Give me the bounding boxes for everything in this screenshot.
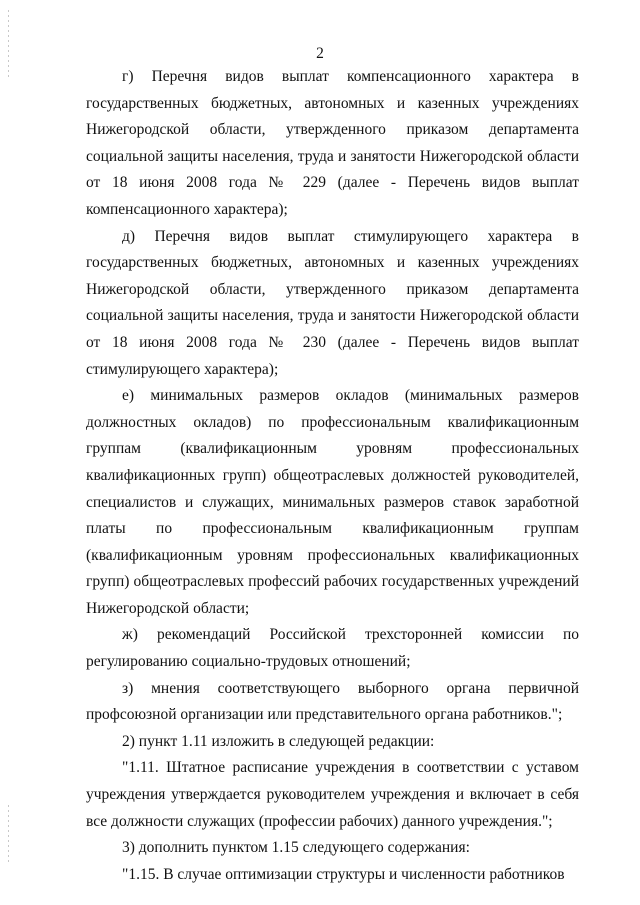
paragraph-point-2: 2) пункт 1.11 изложить в следующей редакции:: [122, 732, 435, 750]
page-number: 2: [316, 45, 324, 62]
scan-edge-mark-bottom: [8, 805, 9, 865]
paragraph-item-z: з) мнения соответствующего выборного органа первичной профсоюзной организации или представительного органа работников.";: [86, 679, 579, 724]
paragraph-item-g: г) Перечня видов выплат компенсационного характера в государственных бюджетных, автономных и казенных учреждениях Нижегородской области, утвержденного приказом департамента социальной защиты населения, труда и занятости Нижегородской области от 18 июня 2008 года № 229 (далее - Перечень видов выплат компенсационного характера);: [86, 68, 579, 218]
paragraph-clause-1-15: "1.15. В случае оптимизации структуры и численности работников: [122, 865, 565, 883]
paragraph-item-e: е) минимальных размеров окладов (минимальных размеров должностных окладов) по профессиональным квалификационным группам (квалификационным уровням профессиональных квалификационных групп) общеотраслевых должностей руководителей, специалистов и служащих, минимальных размеров ставок заработной платы по профессиональным квалификационным группам (квалификационным уровням профессиональных квалификационных групп) общеотраслевых профессий рабочих государственных учреждений Нижегородской области;: [86, 387, 579, 617]
paragraph-point-3: 3) дополнить пунктом 1.15 следующего содержания:: [122, 839, 470, 857]
paragraph-clause-1-11: "1.11. Штатное расписание учреждения в соответствии с уставом учреждения утверждается руководителем учреждения и включает в себя все должности служащих (профессии рабочих) данного учреждения.";: [86, 759, 579, 830]
paragraph-item-zh: ж) рекомендаций Российской трехсторонней комиссии по регулированию социально-трудовых отношений;: [86, 626, 579, 671]
paragraph-item-d: д) Перечня видов выплат стимулирующего характера в государственных бюджетных, автономных и казенных учреждениях Нижегородской области, утвержденного приказом департамента социальной защиты населения, труда и занятости Нижегородской области от 18 июня 2008 года № 230 (далее - Перечень видов выплат стимулирующего характера);: [86, 227, 579, 378]
document-body: [86, 64, 579, 888]
